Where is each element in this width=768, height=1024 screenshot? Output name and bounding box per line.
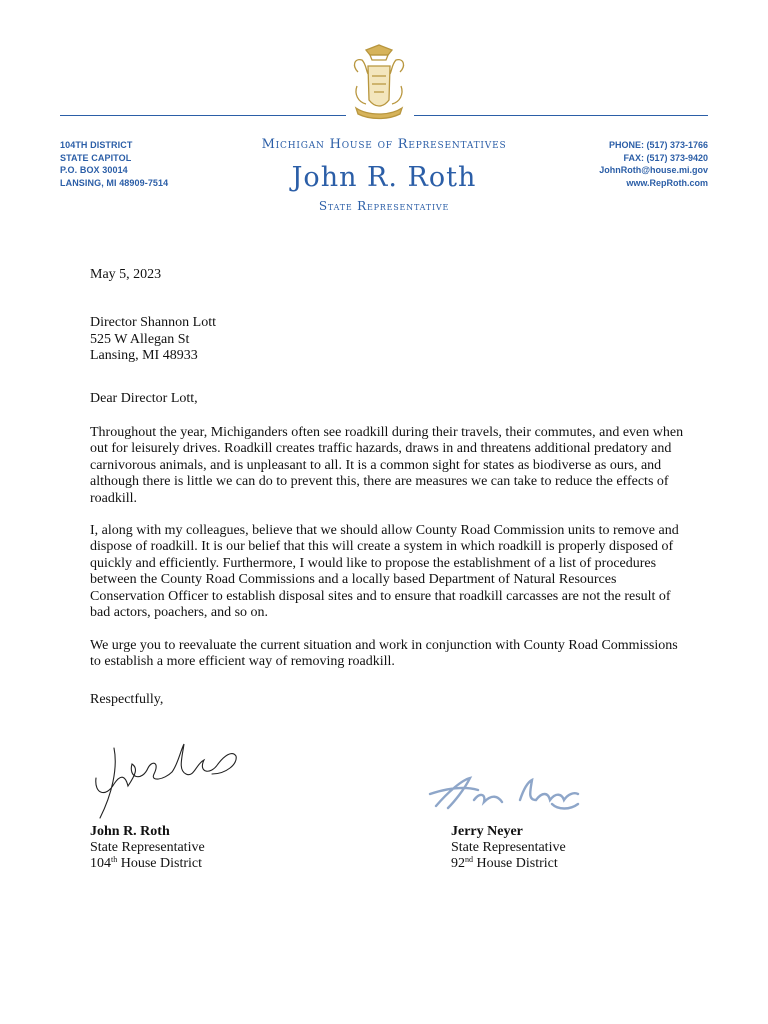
website-link[interactable]: www.RepRoth.com <box>626 177 708 188</box>
district-number: 92 <box>451 856 465 872</box>
signer-block-roth <box>90 824 205 873</box>
signer-block-neyer <box>451 824 566 873</box>
house-name: Michigan House of Representatives <box>261 137 507 152</box>
representative-title: State Representative <box>318 199 450 213</box>
district-suffix: th <box>111 855 118 865</box>
salutation: Dear Director Lott, <box>90 390 198 406</box>
letterhead-title-block <box>184 136 584 214</box>
header-rule-left <box>60 115 346 116</box>
office-line: LANSING, MI 48909-7514 <box>60 177 169 188</box>
header-rule-right <box>414 115 708 116</box>
contact-info <box>599 139 708 189</box>
district-number: 104 <box>90 856 111 872</box>
letter-date: May 5, 2023 <box>90 267 162 282</box>
district-suffix: nd <box>465 855 473 865</box>
signer-district <box>90 856 205 872</box>
recipient-line: Lansing, MI 48933 <box>90 348 198 364</box>
body-paragraph: Throughout the year, Michiganders often see roadkill during their travels, their commutes, and even when out for leisurely drives. Roadkill creates traffic hazards, draws in and threatens additional predatory and carnivorous animals, and is unpleasant to all. It is a common sight for states as biodiverse as ours, and although there is little we can do to prevent this, there are measures we can take to reduce the effects of roadkill. <box>90 425 684 506</box>
representative-name: John R. Roth <box>291 162 477 193</box>
phone-line: PHONE: (517) 373-1766 <box>608 140 708 150</box>
recipient-line: Director Shannon Lott <box>90 315 216 331</box>
body-paragraph: I, along with my colleagues, believe that we should allow County Road Commission units to remove and dispose of roadkill. It is our belief that this will create a system in which roadkill is properly disposed of quickly and efficiently. Furthermore, I would like to propose the establishment of a list of procedures between the County Road Commissions and a locally based Department of Natural Resources Conservation Officer to establish disposal sites and to ensure that roadkill carcasses are not the result of bad actors, poachers, and so on. <box>90 523 679 621</box>
michigan-state-seal-icon <box>348 42 410 120</box>
closing: Respectfully, <box>90 692 164 708</box>
office-address <box>60 139 168 189</box>
district-label: House District <box>473 856 558 872</box>
signer-title: State Representative <box>451 840 566 856</box>
office-line: P.O. BOX 30014 <box>60 165 128 175</box>
signer-name: John R. Roth <box>90 824 170 839</box>
office-line: STATE CAPITOL <box>60 152 132 163</box>
office-line: 104TH DISTRICT <box>60 140 133 150</box>
email-link[interactable]: JohnRoth@house.mi.gov <box>599 165 708 175</box>
signer-district <box>451 856 566 872</box>
signature-john-roth-icon <box>92 738 242 820</box>
body-paragraph: We urge you to reevaluate the current situation and work in conjunction with County Road Commissions to establish a more efficient way of removing roadkill. <box>90 637 678 669</box>
signer-name: Jerry Neyer <box>451 824 523 839</box>
fax-line: FAX: (517) 373-9420 <box>623 152 708 163</box>
district-label: House District <box>117 856 202 872</box>
letter-body <box>90 267 690 709</box>
signer-title: State Representative <box>90 840 205 856</box>
recipient-line: 525 W Allegan St <box>90 331 190 347</box>
recipient-address <box>90 315 690 364</box>
signature-jerry-neyer-icon <box>424 770 584 816</box>
